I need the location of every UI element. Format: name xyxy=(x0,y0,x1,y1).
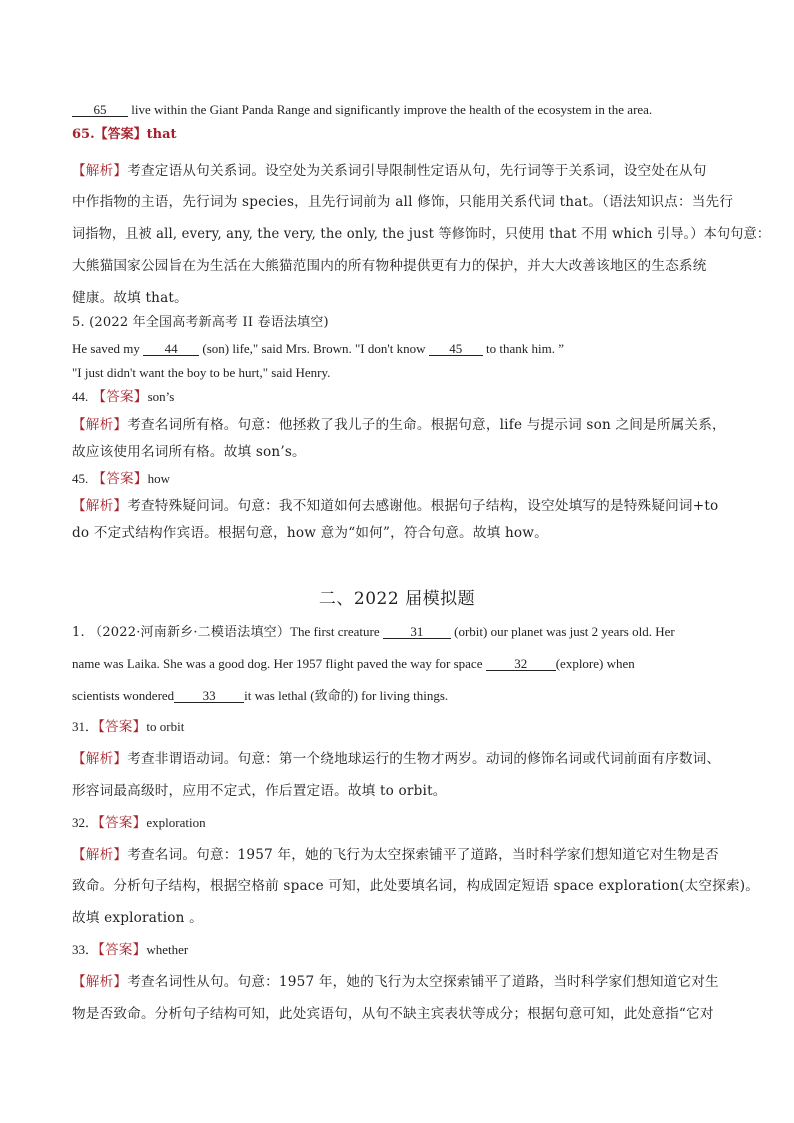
answer-65 xyxy=(72,127,177,143)
analysis-33-text: 考查名词性从句。句意：1957 年，她的飞行为太空探索铺平了道路，当时科学家们想知道它对生 xyxy=(127,974,719,990)
analysis-32-text: 考查名词。句意：1957 年，她的飞行为太空探索铺平了道路，当时科学家们想知道它对生物是否 xyxy=(127,847,719,863)
q1-source: 1. （2022·河南新乡·二模语法填空） xyxy=(72,625,291,640)
analysis-45-line-2: do 不定式结构作宾语。根据句意，how 意为“如何”，符合句意。故填 how。 xyxy=(72,525,548,541)
answer-45 xyxy=(72,471,170,488)
answer-65-value: that xyxy=(146,127,177,142)
q65-sentence xyxy=(72,102,652,118)
analysis-32-line-1 xyxy=(72,847,719,863)
analysis-45-line-1 xyxy=(72,498,718,514)
analysis-44-line-2: 故应该使用名词所有格。故填 son’s。 xyxy=(72,444,306,460)
answer-45-label: 【答案】 xyxy=(92,471,148,487)
analysis-65-line-1 xyxy=(72,163,707,179)
q5-passage-line-1 xyxy=(72,341,564,357)
blank-44: 44 xyxy=(143,342,199,356)
analysis-31-line-1 xyxy=(72,751,720,767)
answer-33 xyxy=(72,942,188,959)
analysis-45-label: 【解析】 xyxy=(72,498,128,514)
section-title: 二、2022 届模拟题 xyxy=(318,589,476,609)
q1-text-c: name was Laika. She was a good dog. Her 1957 flight paved the way for space xyxy=(72,656,486,671)
analysis-65-label: 【解析】 xyxy=(72,163,128,179)
analysis-33-line-1 xyxy=(72,974,719,990)
q5-text-c: to thank him. ” xyxy=(482,341,564,356)
answer-33-label: 【答案】 xyxy=(98,942,147,958)
answer-31 xyxy=(72,719,184,736)
analysis-65-line-5: 健康。故填 that。 xyxy=(72,290,188,306)
q5-passage-line-2: "I just didn't want the boy to be hurt," said Henry. xyxy=(72,365,331,380)
blank-45: 45 xyxy=(429,342,483,356)
analysis-44-line-1 xyxy=(72,417,726,433)
blank-32: 32 xyxy=(486,657,556,671)
analysis-32-label: 【解析】 xyxy=(72,847,128,863)
analysis-33-line-2: 物是否致命。分析句子结构可知，此处宾语句，从句不缺主宾表状等成分；根据句意可知，此处意指“它对 xyxy=(72,1006,714,1022)
analysis-32-line-3: 故填 exploration 。 xyxy=(72,910,203,926)
answer-31-value: to orbit xyxy=(146,719,185,734)
analysis-65-line-2: 中作指物的主语，先行词为 species，且先行词前为 all 修饰，只能用关系代词 that。（语法知识点：当先行 xyxy=(72,194,734,210)
blank-65: 65 xyxy=(72,103,128,117)
analysis-65-line-3: 词指物，且被 all, every, any, the very, the only, the just 等修饰时，只使用 that 不用 which 引导。）本句句意： xyxy=(72,226,771,242)
q65-sentence-rest: live within the Giant Panda Range and significantly improve the health of the ecosystem in the area. xyxy=(128,102,653,117)
q5-text-a: He saved my xyxy=(72,341,144,356)
answer-44 xyxy=(72,389,174,406)
q1-passage-line-2 xyxy=(72,656,635,672)
answer-32 xyxy=(72,815,206,832)
q1-text-e: scientists wondered xyxy=(72,688,175,703)
answer-44-value: son’s xyxy=(147,389,175,404)
blank-31: 31 xyxy=(383,625,451,639)
analysis-65-line-4: 大熊猫国家公园旨在为生活在大熊猫范围内的所有物种提供更有力的保护，并大大改善该地区的生态系统 xyxy=(72,258,707,274)
answer-32-value: exploration xyxy=(146,815,206,830)
answer-44-number: 44. xyxy=(72,389,89,404)
answer-32-label: 【答案】 xyxy=(98,815,147,831)
analysis-31-text: 考查非谓语动词。句意：第一个绕地球运行的生物才两岁。动词的修饰名词或代词前面有序数词、 xyxy=(127,751,721,767)
answer-31-label: 【答案】 xyxy=(98,719,147,735)
answer-32-number: 32． xyxy=(72,815,99,830)
answer-33-number: 33． xyxy=(72,942,99,957)
q1-text-f: it was lethal (致命的) for living things. xyxy=(244,688,449,703)
analysis-44-text: 考查名词所有格。句意：他拯救了我儿子的生命。根据句意，life 与提示词 son 之间是所属关系， xyxy=(127,417,726,433)
answer-45-number: 45. xyxy=(72,471,89,486)
q1-passage-line-1 xyxy=(72,624,675,641)
answer-65-label: 65.【答案】 xyxy=(72,127,147,142)
q1-passage-line-3 xyxy=(72,688,448,704)
answer-44-label: 【答案】 xyxy=(92,389,148,405)
analysis-44-label: 【解析】 xyxy=(72,417,128,433)
q5-text-b: (son) life," said Mrs. Brown. "I don't know xyxy=(199,341,429,356)
blank-33: 33 xyxy=(174,689,244,703)
answer-45-value: how xyxy=(147,471,170,486)
answer-33-value: whether xyxy=(146,942,189,957)
answer-31-number: 31． xyxy=(72,719,99,734)
analysis-31-label: 【解析】 xyxy=(72,751,128,767)
analysis-31-line-2: 形容词最高级时，应用不定式，作后置定语。故填 to orbit。 xyxy=(72,783,447,799)
q1-text-d: (explore) when xyxy=(555,656,635,671)
analysis-65-text: 考查定语从句关系词。设空处为关系词引导限制性定语从句，先行词等于关系词，设空处在从句 xyxy=(127,163,707,179)
analysis-45-text: 考查特殊疑问词。句意：我不知道如何去感谢他。根据句子结构，设空处填写的是特殊疑问词+to xyxy=(127,498,719,514)
q5-source: 5. (2022 年全国高考新高考 II 卷语法填空) xyxy=(72,315,329,330)
analysis-32-line-2: 致命。分析句子结构，根据空格前 space 可知，此处要填名词，构成固定短语 space exploration(太空探索)。 xyxy=(72,878,760,894)
q1-text-b: (orbit) our planet was just 2 years old. Her xyxy=(450,624,675,639)
q1-text-a: The first creature xyxy=(290,624,383,639)
analysis-33-label: 【解析】 xyxy=(72,974,128,990)
